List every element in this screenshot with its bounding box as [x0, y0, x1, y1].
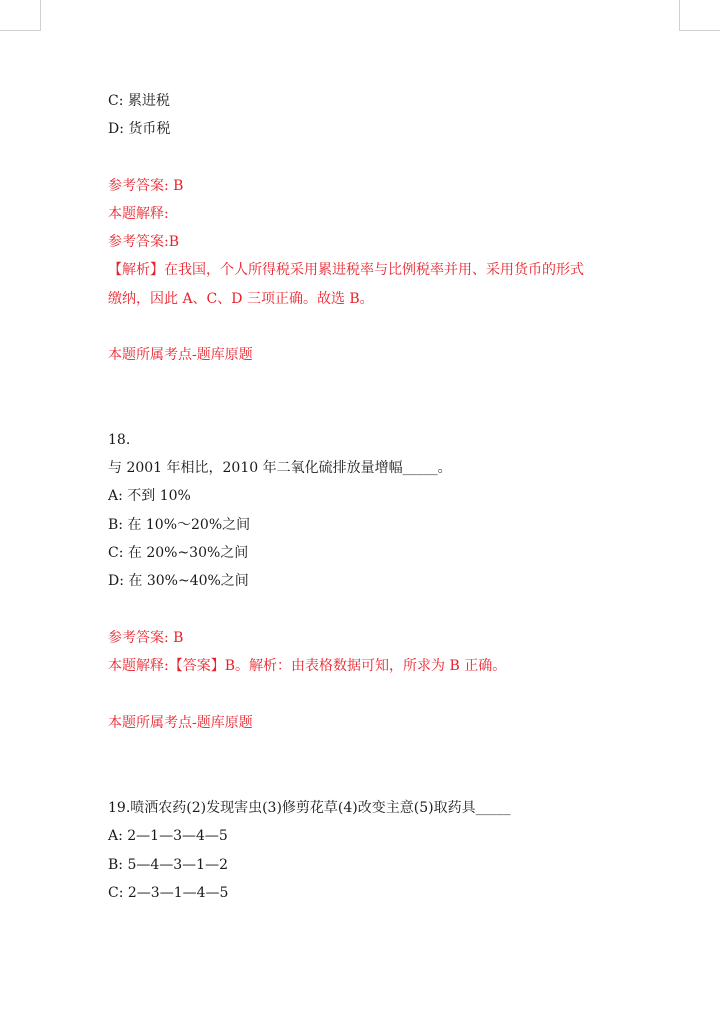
- q17-option-c: C: 累进税: [108, 93, 170, 109]
- q18-source: 本题所属考点-题库原题: [108, 715, 253, 731]
- q18-option-b: B: 在 10%～20%之间: [108, 517, 251, 533]
- q18-explanation: 本题解释:【答案】B。解析：由表格数据可知，所求为 B 正确。: [108, 658, 507, 674]
- q18-question: 与 2001 年相比，2010 年二氧化硫排放量增幅_____。: [108, 460, 452, 476]
- q19-option-a: A: 2—1—3—4—5: [108, 828, 228, 844]
- q17-analysis-line-2: 缴纳，因此 A、C、D 三项正确。故选 B。: [108, 291, 374, 307]
- q19-question: 19.喷洒农药(2)发现害虫(3)修剪花草(4)改变主意(5)取药具_____: [108, 800, 511, 816]
- q18-option-d: D: 在 30%~40%之间: [108, 573, 249, 589]
- q19-option-c: C: 2—3—1—4—5: [108, 885, 229, 901]
- q19-option-b: B: 5—4—3—1—2: [108, 857, 228, 873]
- q18-number: 18.: [108, 432, 131, 448]
- q17-analysis-line-1: 【解析】在我国，个人所得税采用累进税率与比例税率并用、采用货币的形式: [108, 262, 584, 278]
- crop-mark-right: [679, 0, 720, 31]
- q17-answer: 参考答案: B: [108, 178, 184, 194]
- crop-mark-left: [0, 0, 41, 31]
- q17-option-d: D: 货币税: [108, 121, 171, 137]
- q17-explanation-label: 本题解释:: [108, 206, 169, 222]
- q17-source: 本题所属考点-题库原题: [108, 347, 253, 363]
- q18-option-c: C: 在 20%~30%之间: [108, 545, 249, 561]
- q18-option-a: A: 不到 10%: [108, 488, 191, 504]
- q17-answer-repeat: 参考答案:B: [108, 234, 180, 250]
- q18-answer: 参考答案: B: [108, 630, 184, 646]
